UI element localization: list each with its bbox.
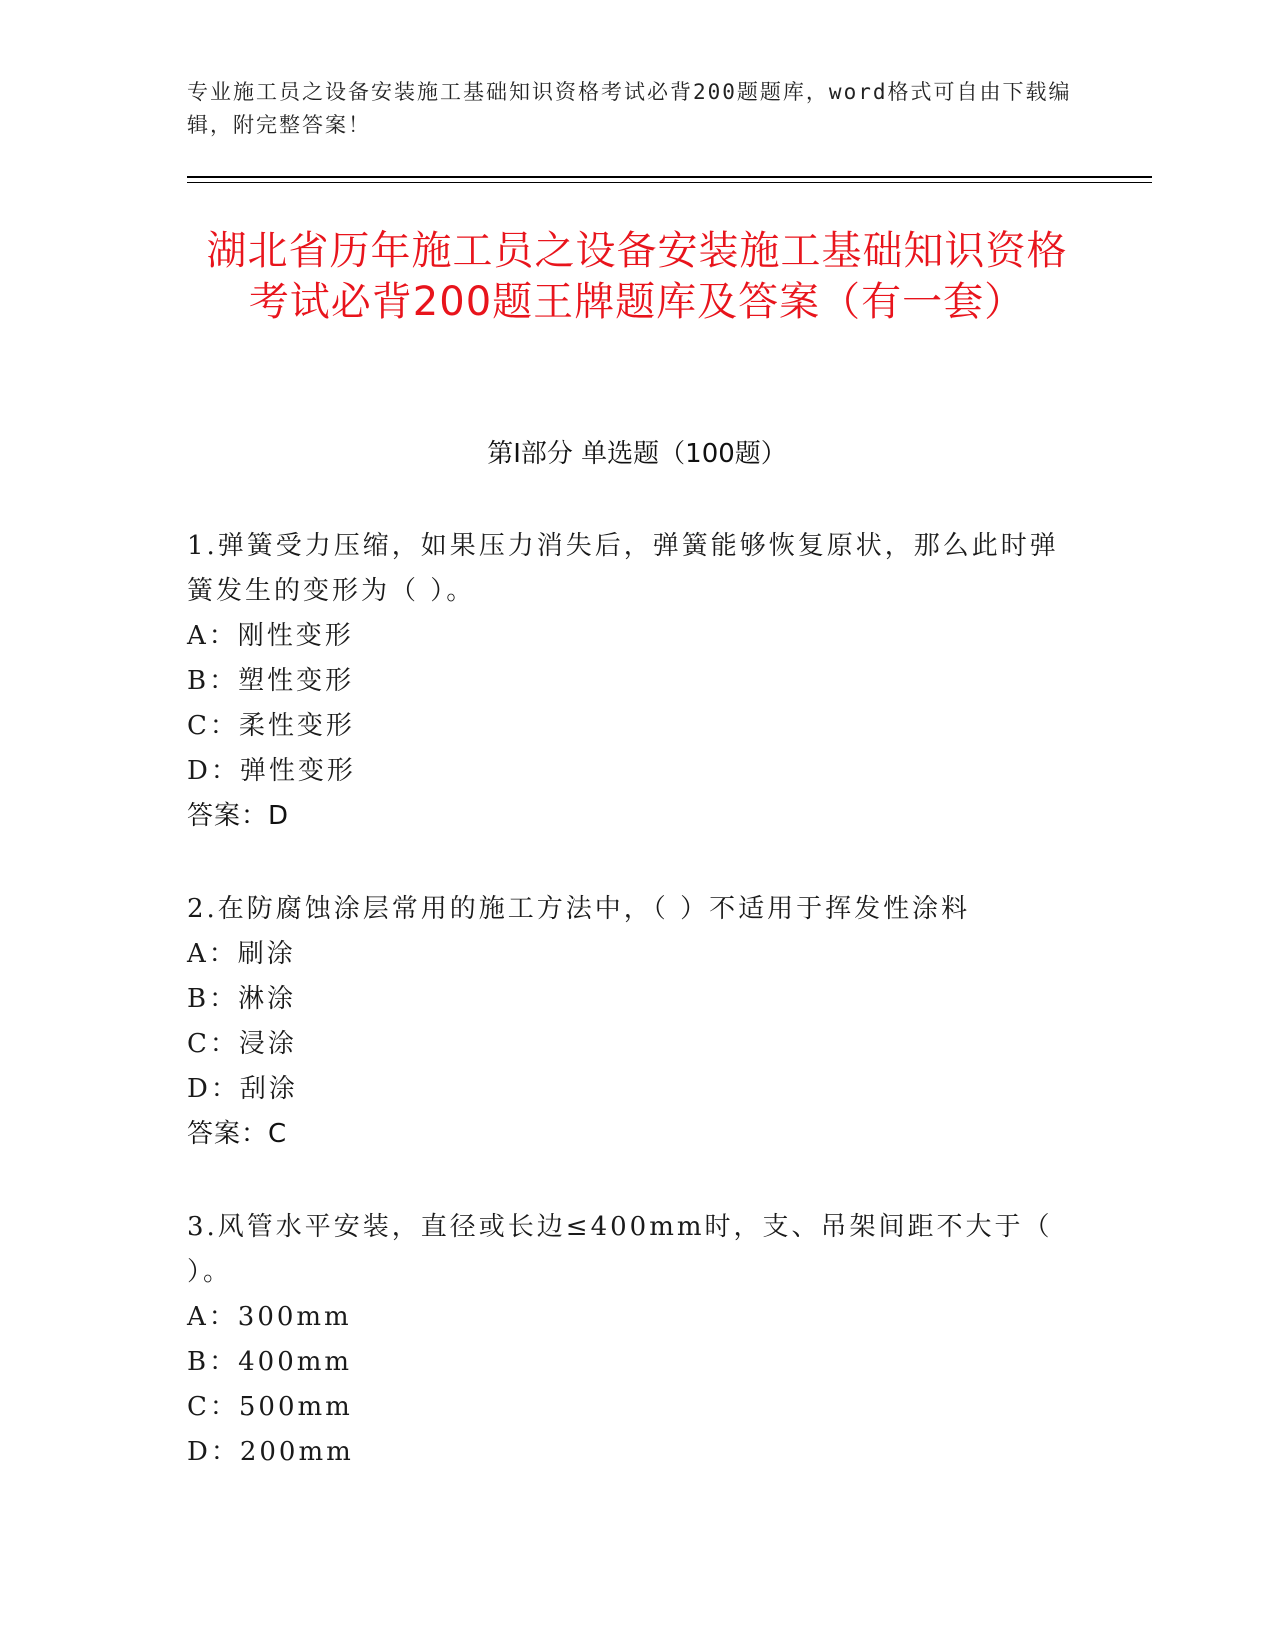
option-d: D：弹性变形 [187,756,356,786]
document-title: 湖北省历年施工员之设备安装施工基础知识资格考试必背200题王牌题库及答案（有一套） [206,228,1068,325]
option-a: A：300mm [187,1302,352,1332]
option-c: C：柔性变形 [187,711,355,741]
option-a: A：刚性变形 [187,621,354,651]
answer-line: 答案：C [187,1119,288,1149]
option-c: C：500mm [187,1392,353,1422]
option-b: B：塑性变形 [187,666,355,696]
question-stem: 2.在防腐蚀涂层常用的施工方法中，（ ）不适用于挥发性涂料 [187,894,971,924]
header-note: 专业施工员之设备安装施工基础知识资格考试必背200题题库，word格式可自由下载编辑，附完整答案！ [187,80,1072,137]
header-rule-thick [187,176,1152,178]
option-d: D：200mm [187,1437,354,1467]
question-block [187,1205,1067,1475]
question-stem: 1.弹簧受力压缩，如果压力消失后，弹簧能够恢复原状，那么此时弹簧发生的变形为（ ）。 [187,531,1059,606]
option-a: A：刷涂 [187,939,296,969]
question-block [187,524,1067,839]
option-b: B：400mm [187,1347,353,1377]
option-b: B：淋涂 [187,984,297,1014]
header-rule-thin [187,182,1152,183]
question-block [187,887,1067,1157]
section-heading: 第I部分 单选题（100题） [487,439,787,469]
option-d: D：刮涂 [187,1074,298,1104]
question-stem: 3.风管水平安装，直径或长边≤400mm时，支、吊架间距不大于（ ）。 [187,1212,1053,1287]
answer-line: 答案：D [187,801,290,831]
option-c: C：浸涂 [187,1029,297,1059]
